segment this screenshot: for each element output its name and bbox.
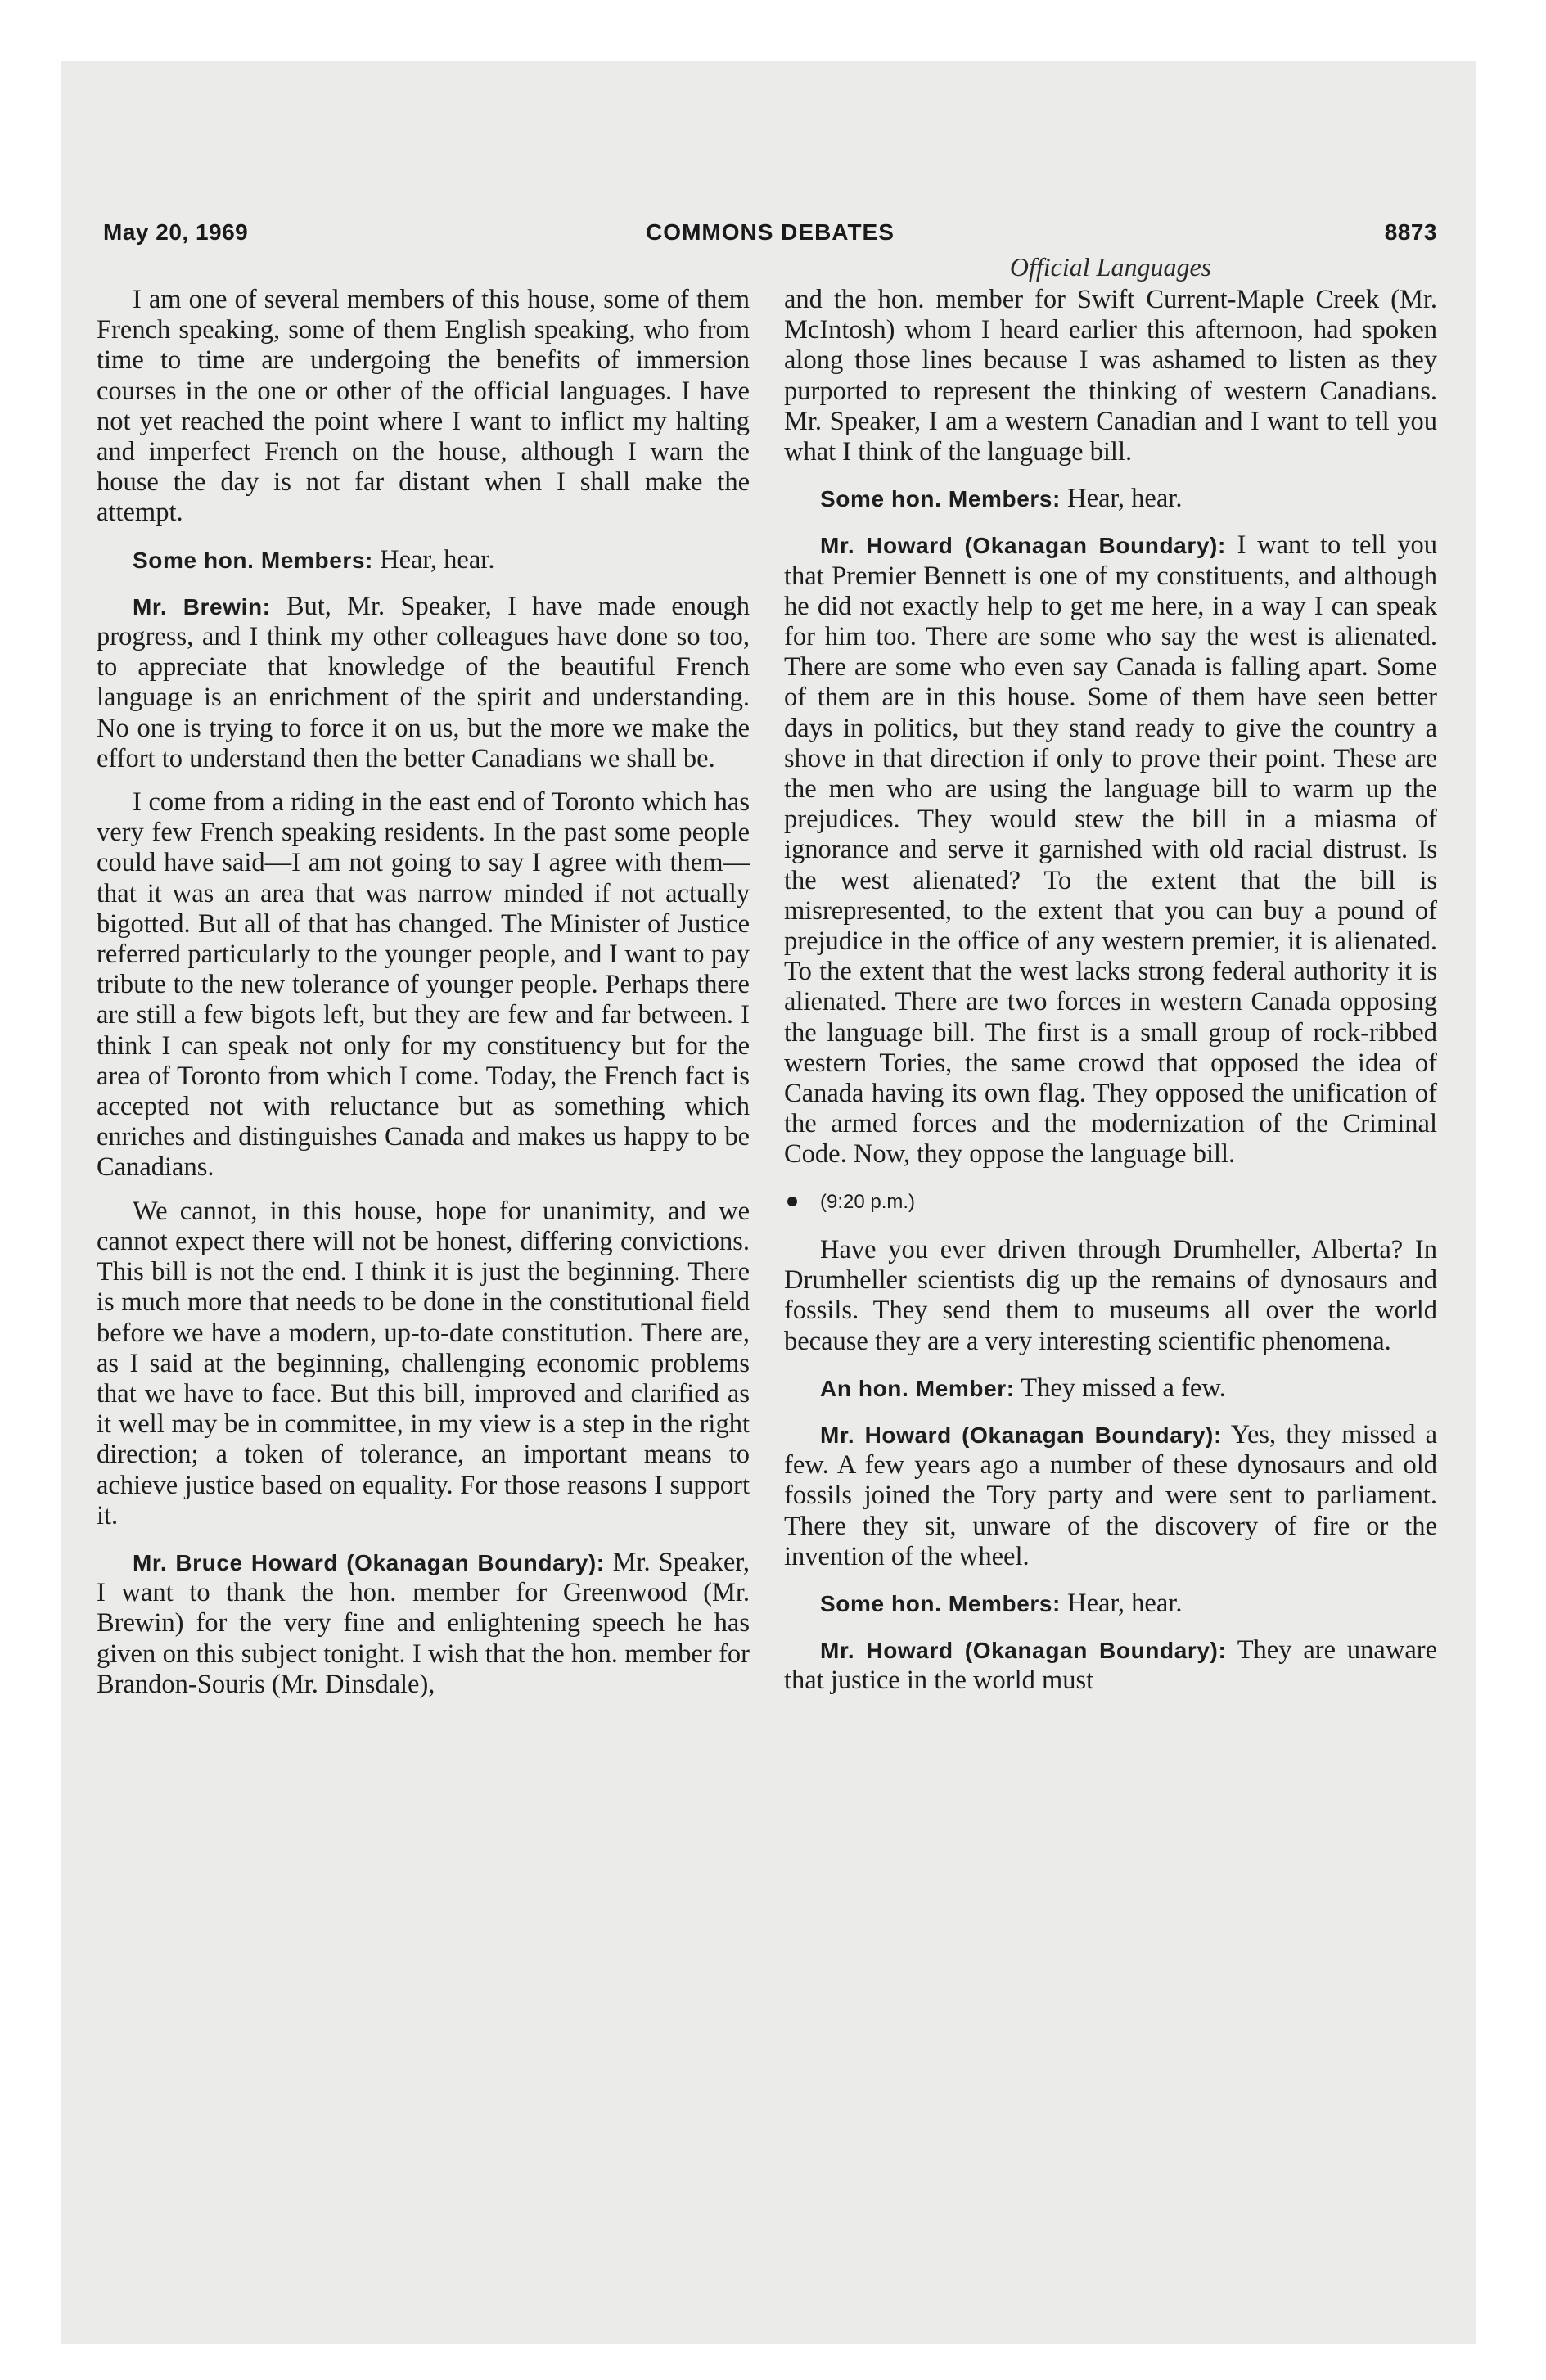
- paragraph-text: They missed a few.: [1021, 1373, 1226, 1403]
- speaker-name: Some hon. Members:: [133, 547, 373, 573]
- paragraph: [784, 1589, 1437, 1619]
- time-stamp-text: (9:20 p.m.): [820, 1190, 916, 1213]
- paragraph: [97, 787, 750, 1183]
- paragraph-text: Hear, hear.: [1067, 484, 1183, 514]
- paragraph-text: Have you ever driven through Drumheller, Alberta? In Drumheller scientists dig up the remains of dynosaurs and fossils. They send them to museums all over the world because they are a very interesting scientific phenomena.: [784, 1234, 1437, 1356]
- paragraph: [784, 285, 1437, 467]
- paragraph: [784, 484, 1437, 514]
- header-title: COMMONS DEBATES: [646, 219, 895, 245]
- speaker-name: Some hon. Members:: [820, 1590, 1061, 1616]
- speaker-name: Mr. Bruce Howard (Okanagan Boundary):: [133, 1549, 605, 1575]
- paragraph-text: Hear, hear.: [380, 544, 495, 575]
- speaker-name: Mr. Brewin:: [133, 593, 271, 620]
- header-date: May 20, 1969: [103, 219, 249, 245]
- paragraph-text: Hear, hear.: [1067, 1588, 1183, 1618]
- page-header: [103, 219, 1437, 252]
- speaker-name: Mr. Howard (Okanagan Boundary):: [820, 1422, 1222, 1448]
- paragraph: [97, 1197, 750, 1531]
- paragraph: [784, 1635, 1437, 1696]
- bullet-icon: [787, 1197, 797, 1206]
- time-stamp: [784, 1187, 1437, 1217]
- paragraph: [97, 1548, 750, 1700]
- right-column: [784, 285, 1437, 1710]
- section-subject: Official Languages: [1009, 252, 1212, 282]
- paragraph-text: I come from a riding in the east end of Toronto which has very few French speaking residents. In the past some people could have said—I am not going to say I agree with them—that it was an area that was narrow minded if not actually bigotted. But all of that has changed. The Minister of Justice referred particularly to the younger people, and I want to pay tribute to the new tolerance of younger people. Perhaps there are still a few bigots left, but they are few and far between. I think I can speak not only for my constituency but for the area of Toronto from which I come. Today, the French fact is accepted not with reluctance but as something which enriches and distinguishes Canada and makes us happy to be Canadians.: [97, 787, 750, 1183]
- paragraph: [97, 592, 750, 774]
- speaker-name: Mr. Howard (Okanagan Boundary):: [820, 1638, 1227, 1664]
- speaker-name: Some hon. Members:: [820, 486, 1061, 512]
- paragraph-text: Mr. Speaker, I want to thank the hon. member for Greenwood (Mr. Brewin) for the very fine and enlightening speech he has given on this subject tonight. I wish that the hon. member for Brandon-Souris (Mr. Dinsdale),: [97, 1547, 750, 1699]
- paragraph: [97, 285, 750, 529]
- paragraph-text: They are unaware that justice in the world must: [784, 1635, 1437, 1696]
- paragraph-text: Yes, they missed a few. A few years ago a number of these dynosaurs and old fossils joined the Tory party and were sent to parliament. There they sit, unware of the discovery of fire or the invention of the wheel.: [784, 1419, 1437, 1571]
- paragraph-text: We cannot, in this house, hope for unanimity, and we cannot expect there will not be honest, differing convictions. This bill is not the end. I think it is just the beginning. There is much more that needs to be done in the constitutional field before we have a modern, up-to-date constitution. There are, as I said at the beginning, challenging economic problems that we have to face. But this bill, improved and clarified as it well may be in committee, in my view is a step in the right direction; a token of tolerance, an important means to achieve justice based on equality. For those reasons I support it.: [97, 1196, 750, 1530]
- paragraph: [784, 530, 1437, 1170]
- speaker-name: An hon. Member:: [820, 1375, 1015, 1401]
- paragraph: [97, 545, 750, 575]
- paragraph: [784, 1373, 1437, 1404]
- left-column: [97, 285, 750, 1713]
- speaker-name: Mr. Howard (Okanagan Boundary):: [820, 533, 1226, 559]
- page-number: 8873: [1384, 219, 1437, 245]
- paragraph-text: I am one of several members of this house, some of them French speaking, some of them English speaking, who from time to time are undergoing the benefits of immersion courses in the one or other of the official languages. I have not yet reached the point where I want to inflict my halting and imperfect French on the house, although I warn the house the day is not far distant when I shall make the attempt.: [97, 285, 750, 528]
- paragraph: [784, 1235, 1437, 1357]
- paragraph-text: and the hon. member for Swift Current-Maple Creek (Mr. McIntosh) whom I heard earlier this afternoon, had spoken along those lines because I was ashamed to listen as they purported to represent the thinking of western Canadians. Mr. Speaker, I am a western Canadian and I want to tell you what I think of the language bill.: [784, 285, 1437, 467]
- paragraph-text: But, Mr. Speaker, I have made enough progress, and I think my other colleagues have done so too, to appreciate that knowledge of the beautiful French language is an enrichment of the spirit and understanding. No one is trying to force it on us, but the more we make the effort to understand then the better Canadians we shall be.: [97, 591, 750, 773]
- paragraph-text: I want to tell you that Premier Bennett is one of my constituents, and although he did not exactly help to get me here, in a way I can speak for him too. There are some who say the west is alienated. There are some who even say Canada is falling apart. Some of them are in this house. Some of them have seen better days in politics, but they stand ready to give the country a shove in that direction if only to prove their point. These are the men who are using the language bill to warm up the prejudices. They would stew the bill in a miasma of ignorance and serve it garnished with old racial distrust. Is the west alienated? To the extent that the bill is misrepresented, to the extent that you can buy a pound of prejudice in the office of any western premier, it is alienated. To the extent that the west lacks strong federal authority it is alienated. There are two forces in western Canada opposing the language bill. The first is a small group of rock-ribbed western Tories, the same crowd that opposed the idea of Canada having its own flag. They opposed the unification of the armed forces and the modernization of the Criminal Code. Now, they oppose the language bill.: [784, 530, 1437, 1170]
- paragraph: [784, 1420, 1437, 1572]
